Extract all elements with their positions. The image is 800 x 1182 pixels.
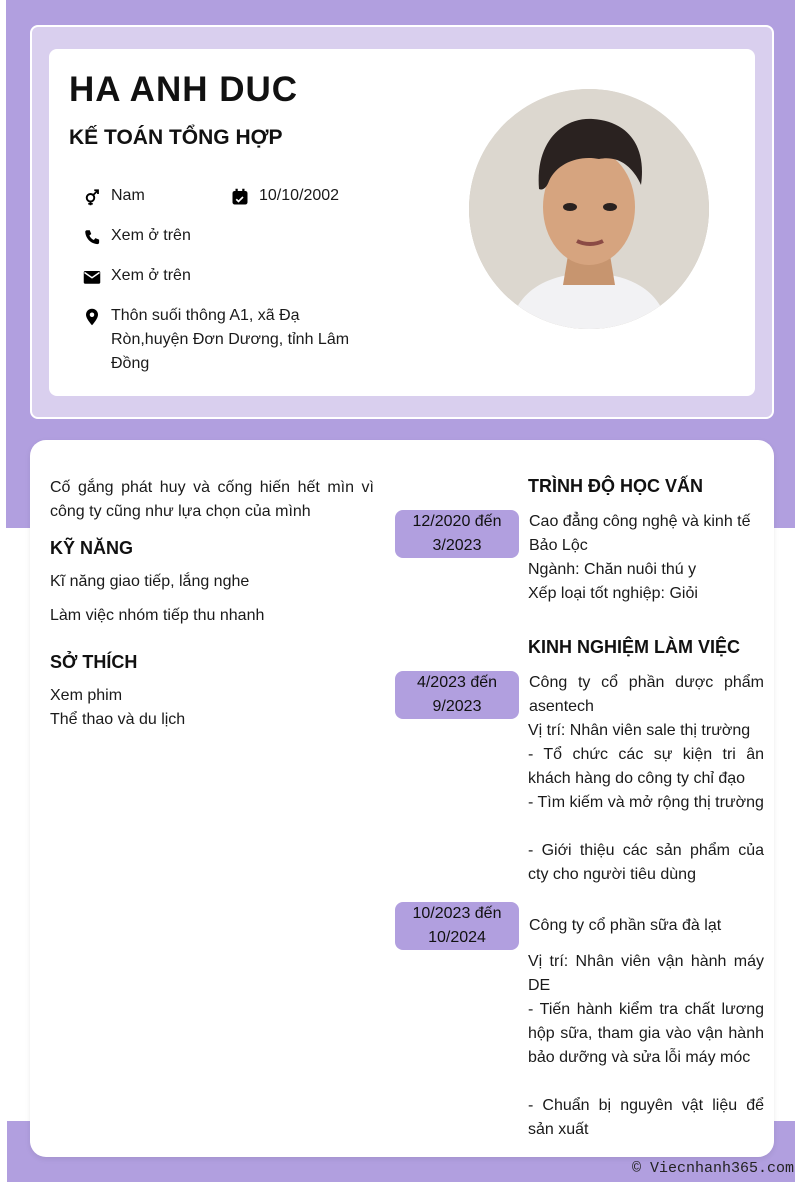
hobbies-title: SỞ THÍCH (50, 652, 138, 672)
job-title: KẾ TOÁN TỔNG HỢP (69, 126, 283, 149)
address-row (83, 304, 363, 376)
email-value: Xem ở trên (111, 267, 191, 284)
candidate-name: HA ANH DUC (69, 70, 299, 109)
education-title: TRÌNH ĐỘ HỌC VẤN (528, 476, 703, 496)
education-grade: Xếp loại tốt nghiệp: Giỏi (528, 585, 698, 602)
job-detail: - Tiến hành kiểm tra chất lương hộp sữa, tham gia vào vận hành bảo dưỡng và sửa lỗi máy móc (528, 1001, 764, 1066)
job-company: Công ty cổ phần sữa đà lạt (529, 917, 722, 934)
address-value: Thôn suối thông A1, xã Đạ Ròn,huyện Đơn Dương, tỉnh Lâm Đồng (111, 307, 350, 372)
education-date-badge (395, 510, 519, 558)
date-from: 4/2023 đến (416, 674, 498, 691)
job-date-badge (395, 671, 519, 719)
job-detail: - Giới thiệu các sản phẩm của cty cho người tiêu dùng (528, 842, 764, 883)
experience-title: KINH NGHIỆM LÀM VIỆC (528, 637, 741, 657)
calendar-icon (231, 188, 249, 206)
job-detail: Vị trí: Nhân viên vận hành máy DE (528, 953, 764, 994)
gender-value: Nam (111, 187, 145, 204)
job-detail: - Tổ chức các sự kiện tri ân khách hàng do công ty chỉ đạo (528, 746, 764, 787)
skills-title: KỸ NĂNG (50, 538, 134, 558)
hobby-item: Thể thao và du lịch (50, 711, 186, 728)
education-major: Ngành: Chăn nuôi thú y (528, 561, 697, 578)
job-detail: Vị trí: Nhân viên sale thị trường (528, 722, 751, 739)
gender-row (83, 184, 145, 208)
date-to: 9/2023 (432, 698, 482, 715)
career-objective: Cố gắng phát huy và cống hiến hết mìn vì công ty cũng như lựa chọn của mình (50, 479, 374, 520)
job-detail: - Tìm kiếm và mở rộng thị trường (528, 794, 764, 811)
skill-item: Làm việc nhóm tiếp thu nhanh (50, 607, 265, 624)
location-icon (83, 308, 101, 326)
date-from: 12/2020 đến (412, 513, 502, 530)
profile-photo (469, 89, 709, 329)
job-company: Công ty cổ phần dược phẩm asentech (529, 674, 764, 715)
phone-value: Xem ở trên (111, 227, 191, 244)
footer-copyright: © Viecnhanh365.com (631, 1160, 794, 1177)
gender-icon (83, 188, 101, 206)
date-to: 3/2023 (432, 537, 482, 554)
hobby-item: Xem phim (50, 687, 123, 704)
phone-icon (83, 228, 101, 246)
phone-row (83, 224, 191, 248)
birthdate-row (231, 184, 339, 208)
date-from: 10/2023 đến (412, 905, 502, 922)
job-detail: - Chuẩn bị nguyên vật liệu để sản xuất (528, 1097, 764, 1138)
email-row (83, 264, 191, 288)
job-date-badge (395, 902, 519, 950)
birthdate-value: 10/10/2002 (259, 187, 340, 204)
skill-item: Kĩ năng giao tiếp, lắng nghe (50, 573, 250, 590)
education-school: Cao đẳng công nghệ và kinh tế Bảo Lộc (529, 513, 751, 554)
date-to: 10/2024 (428, 929, 486, 946)
email-icon (83, 268, 101, 286)
